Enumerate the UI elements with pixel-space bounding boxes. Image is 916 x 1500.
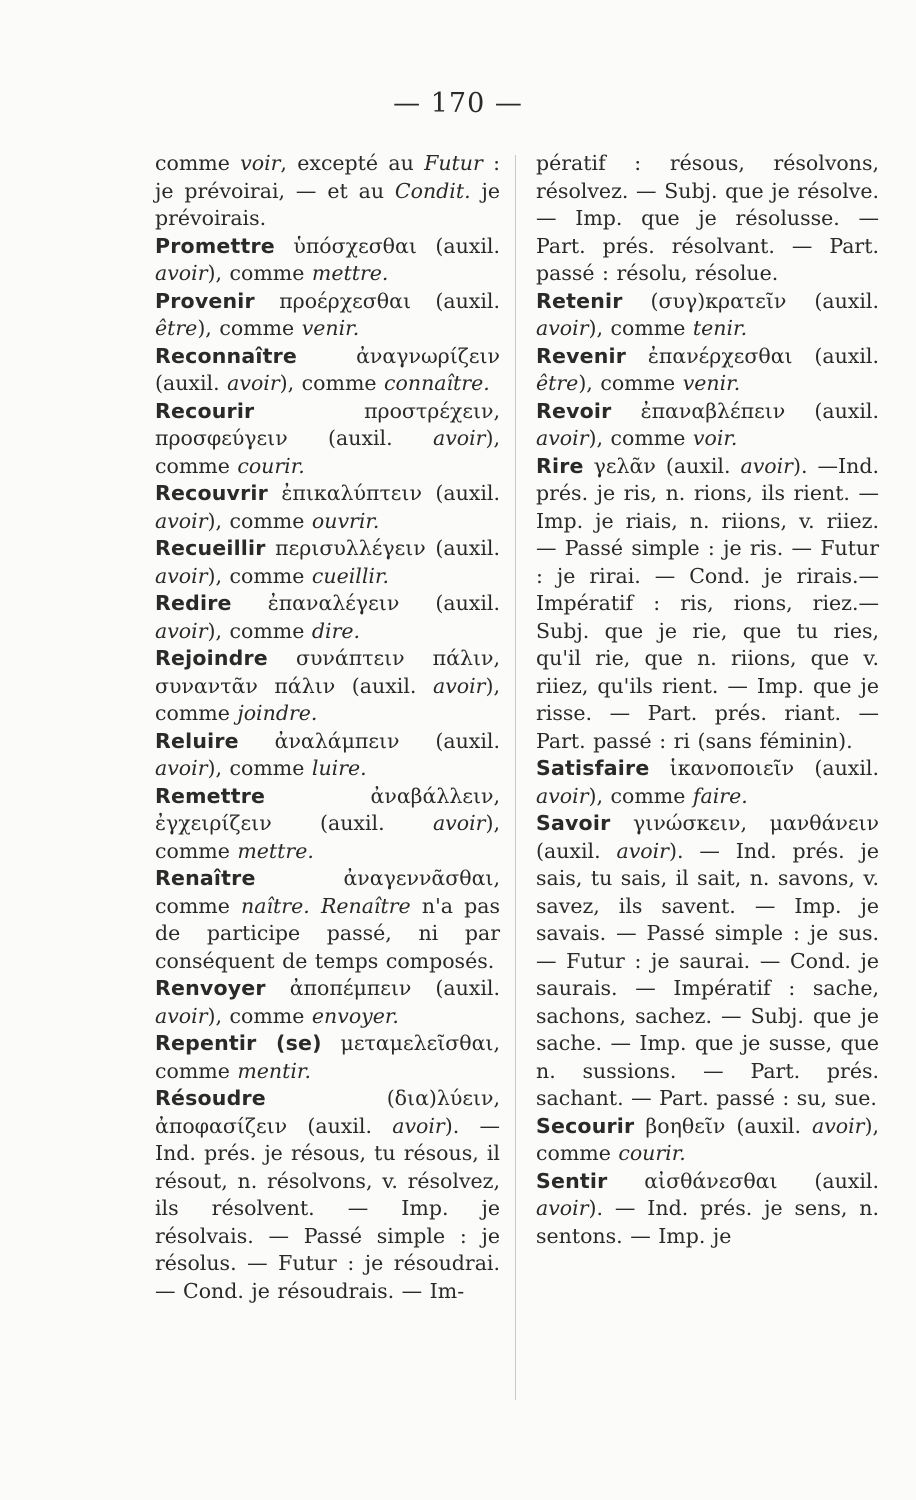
- headword: Recueillir: [155, 536, 266, 560]
- entry-text: je prévoirais.: [155, 178, 500, 230]
- entry-text: (auxil.: [435, 536, 500, 560]
- entry-text: pératif : résous, résolvons, résolvez. — Subj. que je résolve. — Imp. que je résolusse. — Part. prés. résolvant. — Part. passé : résolu, résolue.: [536, 151, 879, 285]
- greek-translation: ἐπικαλύπτειν: [281, 481, 422, 505]
- entry-text: ), comme: [207, 1003, 312, 1028]
- left-column: [155, 150, 500, 1410]
- entry-italic: Futur: [424, 151, 483, 175]
- entry-text: ), comme: [207, 261, 312, 285]
- headword: Renaître: [155, 866, 256, 890]
- entry-text: (auxil.: [435, 591, 500, 615]
- entry-text: comme: [155, 151, 241, 175]
- entry-text: (auxil.: [814, 756, 879, 780]
- dictionary-entry: [155, 288, 500, 343]
- entry-italic: joindre.: [237, 701, 318, 725]
- headword: Renvoyer: [155, 976, 266, 1000]
- greek-translation: ἐπανέρχεσθαι: [647, 343, 793, 368]
- entry-text: (auxil.: [665, 453, 741, 478]
- entry-italic: avoir: [811, 1113, 865, 1138]
- entry-italic: avoir: [155, 563, 208, 588]
- entry-italic: avoir: [432, 811, 486, 835]
- entry-italic: mentir.: [237, 1058, 311, 1083]
- entry-italic: avoir: [155, 508, 208, 533]
- dictionary-entry: [155, 480, 500, 535]
- greek-translation: ἱκανοποιεῖν: [669, 756, 795, 780]
- entry-italic: avoir: [536, 316, 589, 340]
- page-number: — 170 —: [393, 88, 523, 119]
- entry-italic: avoir: [155, 756, 208, 780]
- dictionary-entry: [536, 755, 879, 810]
- entry-italic: être: [536, 371, 579, 395]
- dictionary-entry: [536, 343, 879, 398]
- greek-translation: ἀναλάμπειν: [274, 728, 400, 753]
- entry-italic: dire.: [311, 618, 361, 643]
- dictionary-entry: [155, 1085, 500, 1305]
- headword: Reconnaître: [155, 343, 297, 368]
- headword: Satisfaire: [536, 756, 650, 780]
- entry-text: (auxil.: [328, 426, 433, 450]
- column-divider: [515, 155, 516, 1400]
- greek-translation: ἐπαναλέγειν: [267, 591, 400, 615]
- headword: Revenir: [536, 343, 627, 368]
- entry-text: (auxil.: [435, 976, 500, 1000]
- dictionary-entry: [536, 453, 879, 756]
- entry-text: (auxil.: [155, 371, 228, 395]
- dictionary-entry: [536, 288, 879, 343]
- entry-italic: avoir: [616, 838, 669, 863]
- headword: Retenir: [536, 288, 623, 313]
- entry-text: ). — Ind. prés. je sais, tu sais, il sait, n. savons, v. savez, ils savent. — Imp. je savais. — Passé simple : je sus. — Futur : je saurai. — Cond. je saurais. — Impératif : sache, sachons, sachez. — Subj. que je sache. — Imp. que je susse, que n. sussions. — Part. prés. sachant. — Part. passé : su, sue.: [536, 838, 879, 1110]
- dictionary-entry: [155, 1030, 500, 1085]
- dictionary-entry: [155, 645, 500, 728]
- dictionary-entry: [155, 233, 500, 288]
- entry-italic: avoir: [536, 426, 589, 450]
- dictionary-entry: [155, 728, 500, 783]
- entry-italic: mettre.: [237, 838, 314, 863]
- entry-italic: avoir: [432, 673, 486, 698]
- headword: Redire: [155, 591, 232, 615]
- entry-italic: voir.: [692, 426, 738, 450]
- dictionary-entry: [155, 865, 500, 975]
- headword: Recouvrir: [155, 481, 268, 505]
- dictionary-entry: [155, 590, 500, 645]
- headword: Remettre: [155, 783, 266, 808]
- entry-text: ), comme: [588, 426, 693, 450]
- entry-text: n'a pas de participe passé, ni par conséquent de temps composés.: [155, 893, 500, 973]
- entry-text: ). —Ind. prés. je ris, n. rions, ils rient. — Imp. je riais, n. riions, v. riiez. — Passé simple : je ris. — Futur : je rirai. — Cond. je rirais.— Impératif : ris, rions, riez.— Subj. que je rie, que tu ries, qu'il rie, que n. riions, que v. riiez, qu'ils rient. — Imp. que je risse. — Part. prés. riant. — Part. passé : ri (sans féminin).: [536, 453, 879, 753]
- entry-italic: venir.: [682, 371, 741, 395]
- entry-text: (auxil.: [736, 1113, 812, 1138]
- entry-italic: avoir: [740, 453, 793, 478]
- entry-italic: avoir: [155, 618, 208, 643]
- greek-translation: προέρχεσθαι: [279, 288, 411, 313]
- headword: Sentir: [536, 1168, 608, 1193]
- entry-text: (auxil.: [435, 233, 500, 258]
- entry-text: ), comme: [588, 783, 693, 808]
- headword: Promettre: [155, 233, 275, 258]
- entry-text: (auxil.: [351, 673, 433, 698]
- entry-text: ), comme: [279, 371, 385, 395]
- dictionary-entry: [536, 1168, 879, 1251]
- headword: Savoir: [536, 811, 611, 835]
- entry-text: comme: [155, 893, 242, 918]
- entry-italic: envoyer.: [311, 1003, 399, 1028]
- entry-italic: avoir: [155, 261, 208, 285]
- headword: Recourir: [155, 398, 255, 423]
- entry-text: ), comme: [155, 811, 500, 863]
- entry-italic: avoir: [432, 426, 486, 450]
- greek-translation: ἀναγνωρίζειν: [356, 343, 500, 368]
- greek-translation: ἀναγεννᾶσθαι,: [343, 866, 500, 890]
- entry-text: ), comme: [197, 316, 302, 340]
- entry-text: (auxil.: [814, 288, 879, 313]
- entry-text: (auxil.: [435, 288, 500, 313]
- entry-text: ). — Ind. prés. je sens, n. sentons. — Imp. je: [536, 1196, 879, 1248]
- entry-text: (auxil.: [320, 811, 433, 835]
- headword: Repentir (se): [155, 1031, 322, 1055]
- greek-translation: ἐπαναβλέπειν: [640, 398, 786, 423]
- greek-translation: ἀναβάλλειν, ἐγχειρίζειν: [155, 783, 500, 835]
- greek-translation: ὑπόσχεσθαι: [293, 233, 417, 258]
- dictionary-entry: [155, 150, 500, 233]
- entry-text: (auxil.: [435, 728, 500, 753]
- entry-italic: naître.: [241, 893, 310, 918]
- entry-text: ), comme: [155, 673, 500, 725]
- entry-italic: venir.: [301, 316, 360, 340]
- entry-italic: avoir: [227, 371, 280, 395]
- headword: Rire: [536, 453, 584, 478]
- greek-translation: γελᾶν: [593, 453, 656, 478]
- entry-text: (auxil.: [814, 398, 879, 423]
- entry-italic: avoir: [536, 783, 589, 808]
- entry-text: ), comme: [207, 618, 312, 643]
- dictionary-entry: [155, 343, 500, 398]
- dictionary-entry: [155, 783, 500, 866]
- headword: Secourir: [536, 1113, 635, 1138]
- entry-text: (auxil.: [814, 343, 879, 368]
- entry-text: ). — Ind. prés. je résous, tu résous, il résout, n. résolvons, v. résolvez, ils résolvent. — Imp. je résolvais. — Passé simple : je résolus. — Futur : je résoudrai. — Cond. je résoudrais. — Im-: [155, 1113, 500, 1303]
- greek-translation: μεταμελεῖσθαι,: [340, 1031, 500, 1055]
- entry-italic: connaître.: [384, 371, 490, 395]
- entry-italic: ouvrir.: [311, 508, 380, 533]
- entry-text: (auxil.: [536, 838, 617, 863]
- entry-italic: avoir: [155, 1003, 208, 1028]
- entry-text: ), comme: [588, 316, 693, 340]
- dictionary-entry: [536, 1113, 879, 1168]
- greek-translation: ἀποπέμπειν: [289, 976, 412, 1000]
- greek-translation: περισυλλέγειν: [275, 536, 426, 560]
- entry-italic: luire.: [311, 756, 367, 780]
- entry-text: ), comme: [155, 426, 500, 478]
- dictionary-entry: [536, 150, 879, 288]
- greek-translation: (συγ)κρατεῖν: [650, 288, 787, 313]
- greek-translation: αἰσθάνεσθαι: [644, 1168, 778, 1193]
- entry-text: [310, 894, 321, 918]
- dictionary-entry: [536, 398, 879, 453]
- entry-text: (auxil.: [435, 481, 500, 505]
- entry-italic: cueillir.: [311, 563, 390, 588]
- entry-italic: avoir: [536, 1196, 589, 1220]
- entry-italic: courir.: [237, 453, 305, 478]
- entry-italic: courir.: [618, 1141, 686, 1165]
- dictionary-entry: [155, 398, 500, 481]
- dictionary-entry: [155, 535, 500, 590]
- entry-text: , excepté au: [280, 151, 425, 175]
- headword: Revoir: [536, 398, 612, 423]
- greek-translation: βοηθεῖν: [645, 1113, 726, 1138]
- entry-text: ), comme: [578, 371, 683, 395]
- entry-text: ), comme: [207, 563, 312, 588]
- dictionary-entry: [155, 975, 500, 1030]
- headword: Rejoindre: [155, 646, 268, 670]
- entry-italic: Condit.: [394, 178, 471, 203]
- entry-text: ), comme: [207, 508, 312, 533]
- dictionary-entry: [536, 810, 879, 1113]
- greek-translation: γινώσκειν, μανθάνειν: [633, 811, 879, 835]
- greek-translation: προστρέχειν, προσφεύγειν: [155, 398, 500, 450]
- entry-text: : je prévoirai, — et au: [155, 151, 500, 203]
- entry-italic: mettre.: [311, 261, 389, 285]
- entry-text: (auxil.: [307, 1113, 393, 1138]
- entry-italic: voir: [240, 151, 281, 175]
- entry-italic: avoir: [392, 1113, 445, 1138]
- entry-italic: tenir.: [692, 316, 748, 340]
- greek-translation: συνάπτειν πάλιν, συναντᾶν πάλιν: [155, 646, 500, 698]
- entry-text: ), comme: [207, 756, 312, 780]
- headword: Résoudre: [155, 1086, 266, 1110]
- entry-italic: Renaître: [320, 893, 411, 918]
- headword: Reluire: [155, 728, 239, 753]
- greek-translation: (δια)λύειν, ἀποφασίζειν: [155, 1086, 500, 1138]
- right-column: [536, 150, 879, 1410]
- entry-italic: être: [155, 316, 198, 340]
- entry-text: (auxil.: [814, 1168, 879, 1193]
- entry-text: comme: [155, 1058, 238, 1083]
- headword: Provenir: [155, 288, 255, 313]
- entry-text: ), comme: [536, 1113, 879, 1165]
- entry-italic: faire.: [692, 783, 748, 808]
